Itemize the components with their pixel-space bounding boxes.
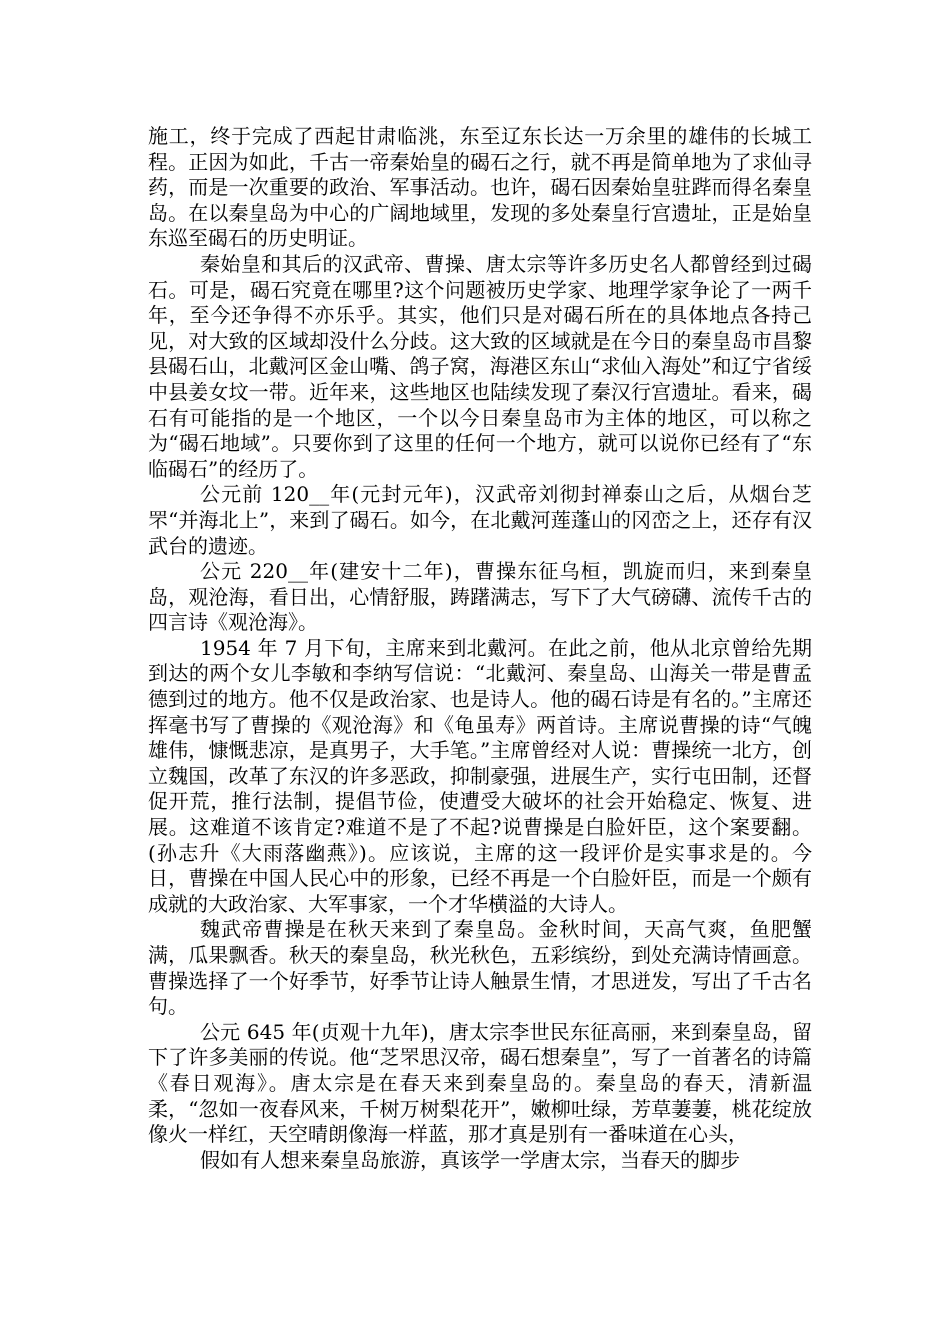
paragraph-2: 秦始皇和其后的汉武帝、曹操、唐太宗等许多历史名人都曾经到过碣石。可是，碣石究竟在哪里?这个问题被历史学家、地理学家争论了一两千年，至今还争得不亦乐乎。其实，他们只是对碣石所在的具体地点各持己见，对大致的区域却没什么分歧。这大致的区域就是在今日的秦皇岛市昌黎县碣石山，北戴河区金山嘴、鸽子窝，海港区东山“求仙入海处”和辽宁省绥中县姜女坟一带。近年来，这些地区也陆续发现了秦汉行宫遗址。看来，碣石有可能指的是一个地区，一个以今日秦皇岛市为主体的地区，可以称之为“碣石地域”。只要你到了这里的任何一个地方，就可以说你已经有了“东临碣石”的经历了。 [148,251,812,481]
paragraph-5: 1954 年 7 月下旬，主席来到北戴河。在此之前，他从北京曾给先期到达的两个女儿李敏和李纳写信说：“北戴河、秦皇岛、山海关一带是曹孟德到过的地方。他不仅是政治家、也是诗人。他的碣石诗是有名的。”主席还挥毫书写了曹操的《观沧海》和《龟虽寿》两首诗。主席说曹操的诗“气魄雄伟，慷慨悲凉，是真男子，大手笔。”主席曾经对人说：曹操统一北方，创立魏国，改革了东汉的许多恶政，抑制豪强，进展生产，实行屯田制，还督促开荒，推行法制，提倡节俭，使遭受大破坏的社会开始稳定、恢复、进展。这难道不该肯定?难道不是了不起?说曹操是白脸奸臣，这个案要翻。(孙志升《大雨落幽燕》)。应该说，主席的这一段评价是实事求是的。今日，曹操在中国人民心中的形象，已经不再是一个白脸奸臣，而是一个颇有成就的大政治家、大军事家，一个才华横溢的大诗人。 [148,635,812,916]
paragraph-3: 公元前 120__年(元封元年)，汉武帝刘彻封禅泰山之后，从烟台芝罘“并海北上”，来到了碣石。如今，在北戴河莲蓬山的冈峦之上，还存有汉武台的遗迹。 [148,482,812,558]
paragraph-7: 公元 645 年(贞观十九年)，唐太宗李世民东征高丽，来到秦皇岛，留下了许多美丽的传说。他“芝罘思汉帝，碣石想秦皇”，写了一首著名的诗篇《春日观海》。唐太宗是在春天来到秦皇岛的。秦皇岛的春天，清新温柔，“忽如一夜春风来，千树万树梨花开”，嫩柳吐绿，芳草萋萋，桃花绽放像火一样红，天空晴朗像海一样蓝，那才真是别有一番味道在心头， [148,1019,812,1147]
paragraph-6: 魏武帝曹操是在秋天来到了秦皇岛。金秋时间，天高气爽，鱼肥蟹满，瓜果飘香。秋天的秦皇岛，秋光秋色，五彩缤纷，到处充满诗情画意。曹操选择了一个好季节，好季节让诗人触景生情，才思迸发，写出了千古名句。 [148,917,812,1019]
paragraph-1: 施工，终于完成了西起甘肃临洮，东至辽东长达一万余里的雄伟的长城工程。正因为如此，千古一帝秦始皇的碣石之行，就不再是简单地为了求仙寻药，而是一次重要的政治、军事活动。也许，碣石因秦始皇驻跸而得名秦皇岛。在以秦皇岛为中心的广阔地域里，发现的多处秦皇行宫遗址，正是始皇东巡至碣石的历史明证。 [148,124,812,251]
document-body [148,124,812,1173]
paragraph-4: 公元 220__年(建安十二年)，曹操东征乌桓，凯旋而归，来到秦皇岛，观沧海，看日出，心情舒服，踌躇满志，写下了大气磅礴、流传千古的四言诗《观沧海》。 [148,559,812,635]
paragraph-8: 假如有人想来秦皇岛旅游，真该学一学唐太宗，当春天的脚步 [200,1147,740,1172]
